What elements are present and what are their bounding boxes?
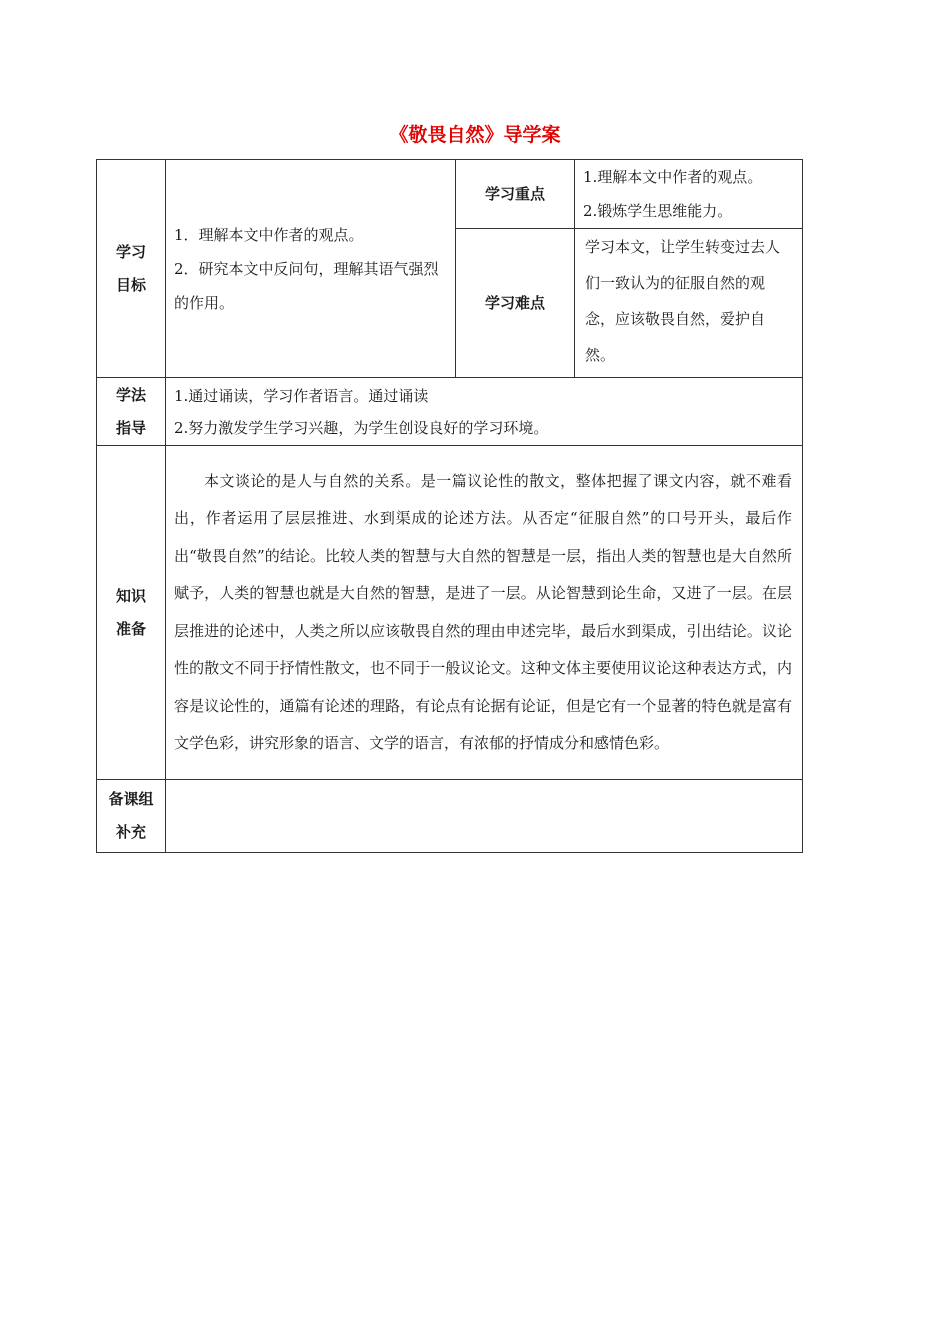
supplement-content[interactable] (166, 780, 803, 853)
method-content-cell (166, 378, 803, 446)
method-item: 2.努力激发学生学习兴趣，为学生创设良好的学习环境。 (174, 418, 549, 437)
focus-content-cell (575, 160, 803, 229)
knowledge-row (97, 446, 803, 780)
knowledge-label-cell (97, 446, 166, 780)
lesson-plan-table (96, 159, 803, 853)
knowledge-label-line1: 知识 (115, 586, 146, 605)
focus-item: 1.理解本文中作者的观点。 (583, 168, 763, 186)
method-item: 1.通过诵读，学习作者语言。通过诵读 (174, 386, 429, 405)
objectives-content-cell (166, 160, 456, 378)
objective-item: 1．理解本文中作者的观点。 (174, 225, 364, 244)
knowledge-label-line2: 准备 (115, 619, 146, 638)
objectives-label-line2: 目标 (115, 275, 146, 294)
supplement-label-cell (97, 780, 166, 853)
difficulty-label: 学习难点 (456, 229, 575, 378)
objective-item: 2．研究本文中反问句，理解其语气强烈的作用。 (174, 259, 439, 312)
method-label-line2: 指导 (115, 418, 146, 437)
focus-label: 学习重点 (456, 160, 575, 229)
objectives-row (97, 160, 803, 229)
document-title: 《敬畏自然》导学案 (389, 124, 561, 146)
method-label-line1: 学法 (115, 385, 146, 404)
knowledge-content: 本文谈论的是人与自然的关系。是一篇议论性的散文，整体把握了课文内容，就不难看出，作者运用了层层推进、水到渠成的论述方法。从否定“征服自然”的口号开头，最后作出“敬畏自然”的结论。比较人类的智慧与大自然的智慧是一层，指出人类的智慧也是大自然所赋予，人类的智慧也就是大自然的智慧，是进了一层。从论智慧到论生命，又进了一层。在层层推进的论述中，人类之所以应该敬畏自然的理由申述完毕，最后水到渠成，引出结论。议论性的散文不同于抒情性散文，也不同于一般议论文。这种文体主要使用议论这种表达方式，内容是议论性的，通篇有论述的理路，有论点有论据有论证，但是它有一个显著的特色就是富有文学色彩，讲究形象的语言、文学的语言，有浓郁的抒情成分和感情色彩。 (166, 446, 803, 780)
objectives-label-cell (97, 160, 166, 378)
focus-item: 2.锻炼学生思维能力。 (583, 202, 733, 220)
supplement-label-line2: 补充 (115, 823, 146, 841)
method-row (97, 378, 803, 446)
difficulty-content: 学习本文，让学生转变过去人们一致认为的征服自然的观念，应该敬畏自然，爱护自然。 (575, 229, 803, 378)
supplement-row (97, 780, 803, 853)
method-label-cell (97, 378, 166, 446)
supplement-label-line1: 备课组 (108, 790, 154, 808)
objectives-label-line1: 学习 (115, 242, 146, 261)
